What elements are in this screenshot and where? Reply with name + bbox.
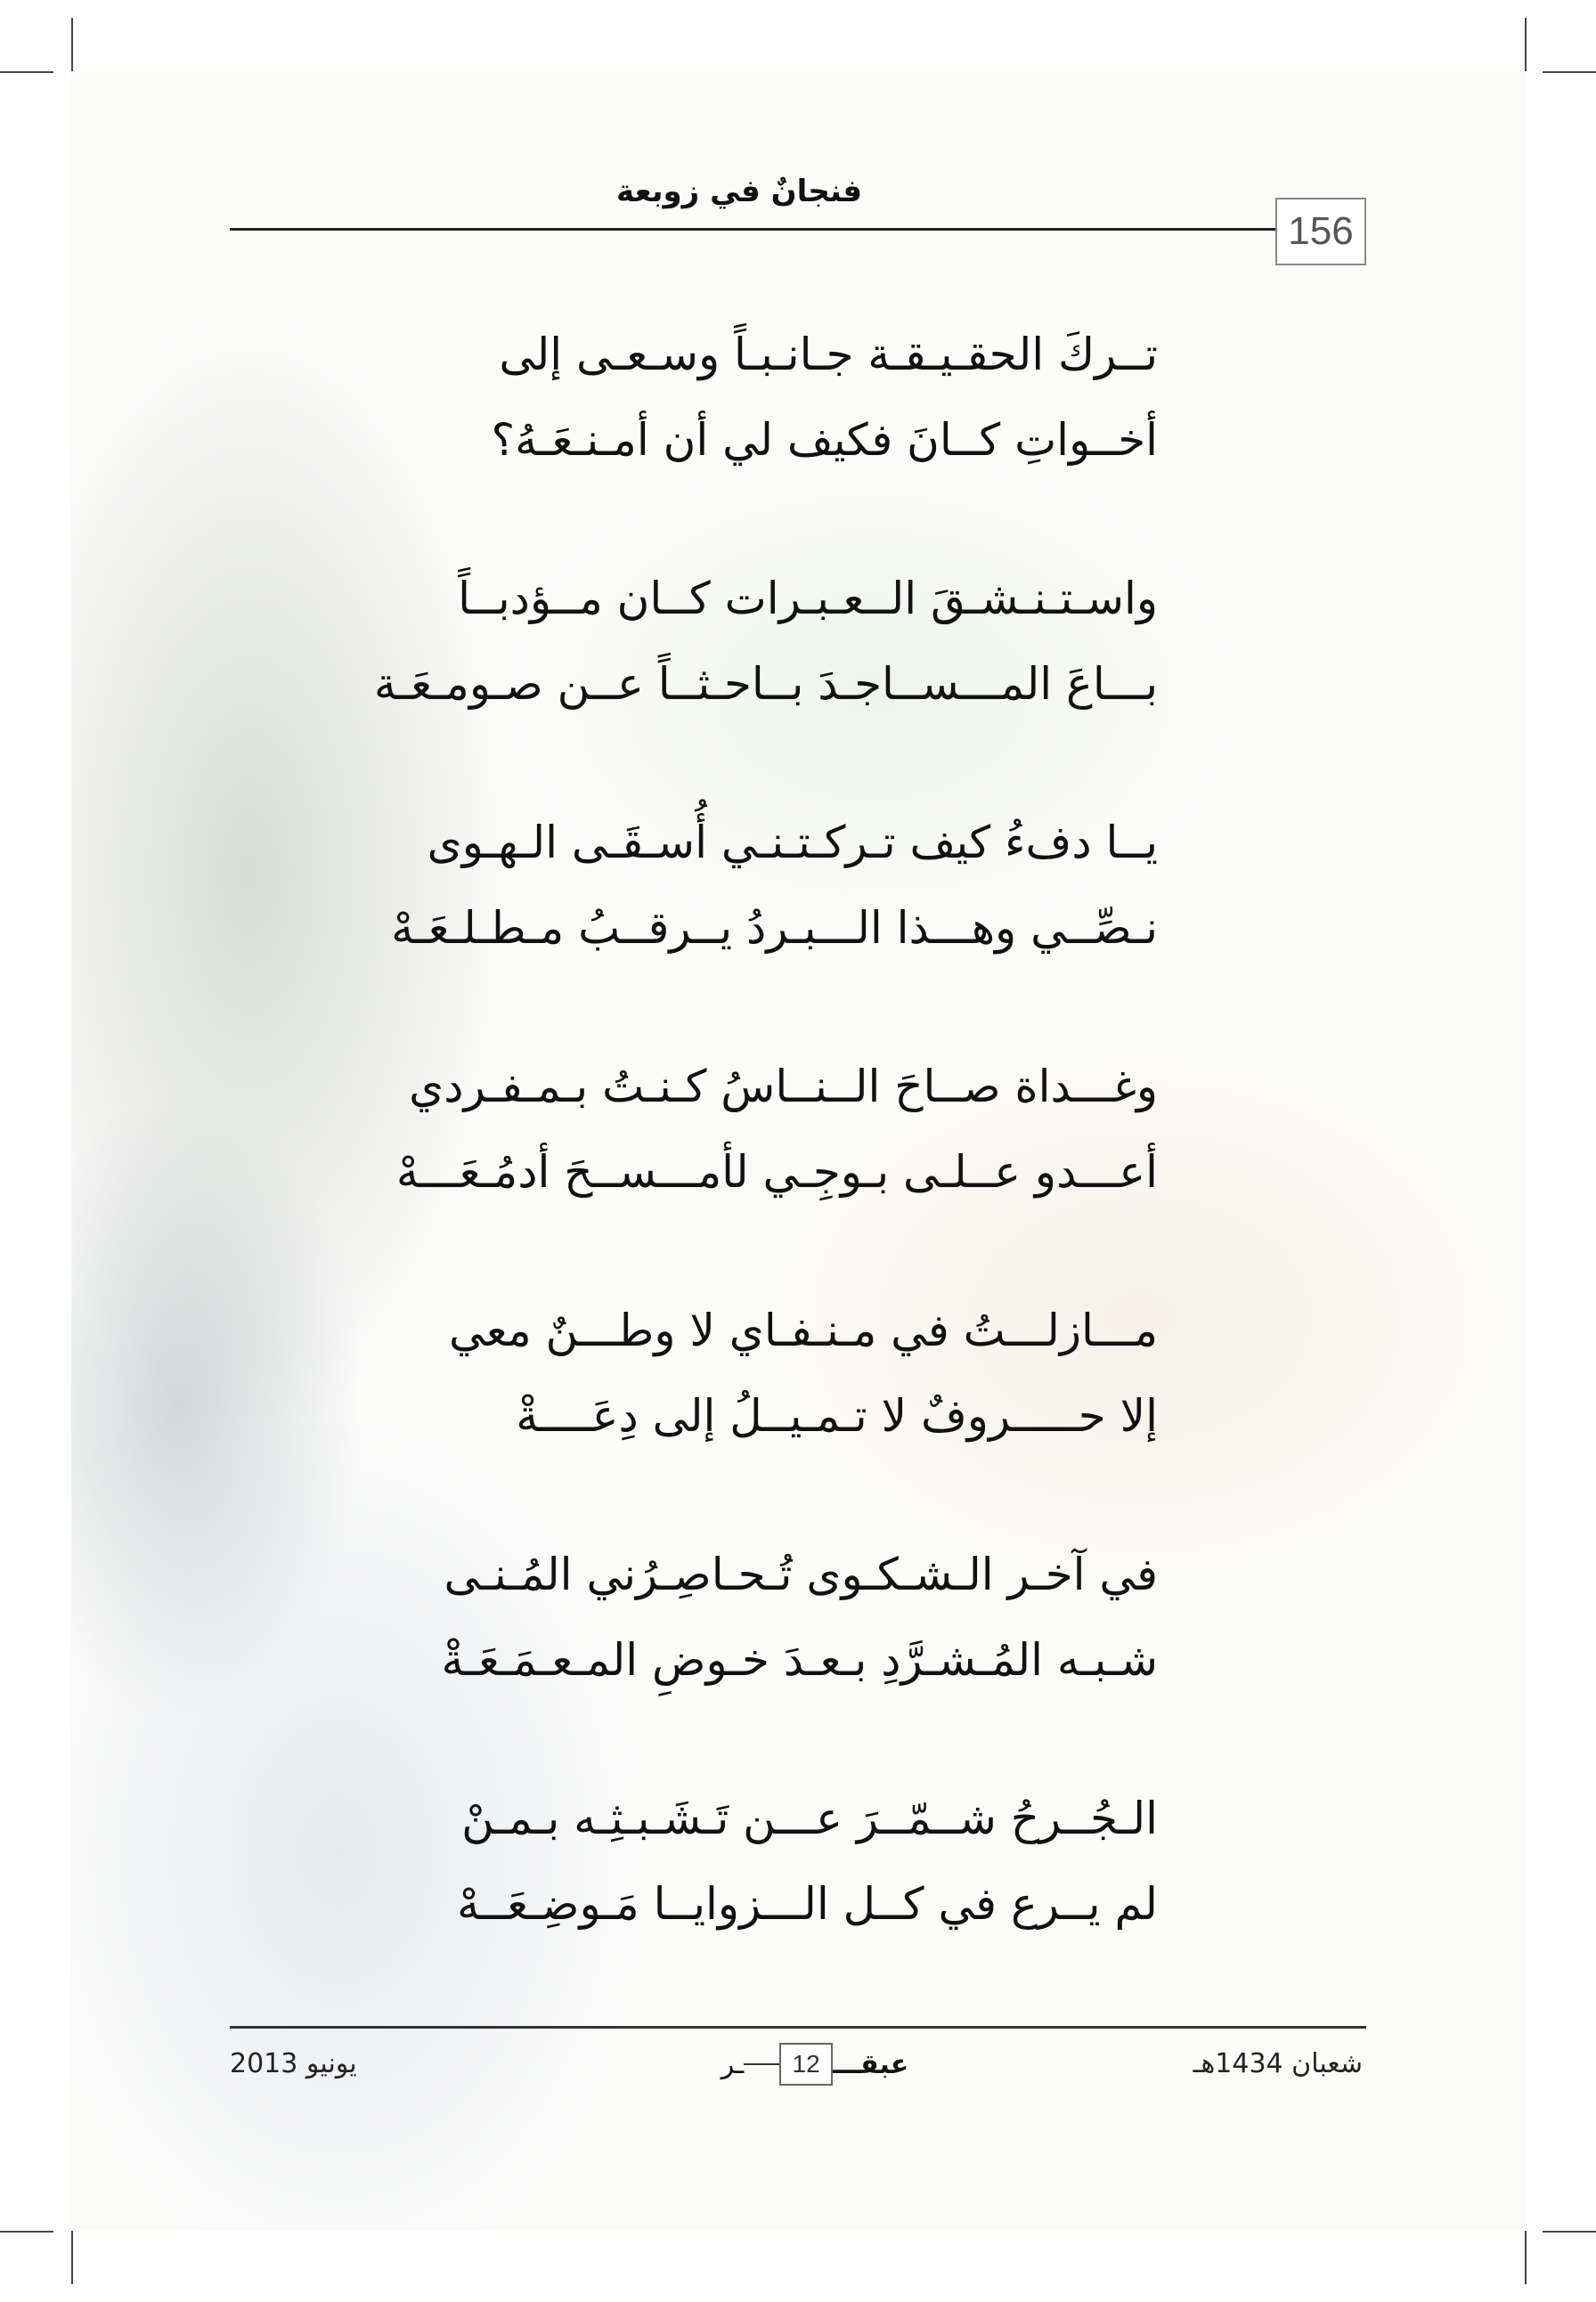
verse-line: تــركَ الحقـيـقـة جـانـبـاً وسـعـى إلى <box>499 329 1158 380</box>
verse-line: نـصِّــي وهـــذا الـــبـردُ يــرقــبُ مـطـلـعَـهْ <box>391 902 1158 954</box>
verse-line: واسـتـنـشـقَ الــعـبـرات كــان مــؤدبــاً <box>458 573 1158 624</box>
verse-line: في آخـر الـشـكـوى تُـحـاصِـرُني المُـنـى <box>444 1549 1158 1600</box>
page-number: 156 <box>1275 198 1366 265</box>
stanza <box>373 556 1158 727</box>
verse-line: يــا دفءُ كيف تـركـتـنـي أُسـقَـى الـهـوى <box>427 817 1158 868</box>
header-rule <box>230 228 1281 231</box>
verse-line: بـــاعَ المـــســاجـدَ بــاحـثــاً عــن صـومـعَـة <box>373 658 1158 710</box>
stanza <box>391 800 1158 971</box>
crop-mark <box>1543 2231 1596 2233</box>
magazine-mark <box>712 2041 917 2087</box>
stanza <box>428 1532 1158 1703</box>
verse-line: الـجُــرحُ شــمّــرَ عـــن تَـشَـبـثِـه بـمـنْ <box>461 1793 1158 1844</box>
crop-mark <box>1543 71 1596 73</box>
verse-line: إلا حـــــروفٌ لا تـمـيــلُ إلى دِعَــــةْ <box>516 1390 1158 1442</box>
running-title: فنجانٌ في زوبعة <box>615 174 863 209</box>
verse-line: لم يــرع في كــل الـــزوايــا مَـوضِـعَــهْ <box>457 1878 1158 1930</box>
stanza <box>428 312 1158 483</box>
gregorian-date: يونيو 2013 <box>230 2048 357 2079</box>
stanza <box>428 1288 1158 1459</box>
hijri-date: شعبان 1434هـ <box>1193 2048 1363 2079</box>
magazine-tail: ـر <box>721 2048 745 2080</box>
verse-line: أخــواتِ كــانَ فكيف لي أن أمـنـعَـهُ؟ <box>491 414 1158 466</box>
crop-mark <box>1525 18 1527 71</box>
poem <box>373 312 1158 2020</box>
verse-line: شـبـه المُـشـرَّدِ بـعـدَ خـوضِ المـعـمَـعَـةْ <box>441 1634 1158 1686</box>
footer-rule <box>230 2026 1366 2029</box>
crop-mark <box>71 2231 73 2284</box>
verse-line: مـــازلـــتُ في مـنـفـاي لا وطـــنٌ معي <box>449 1305 1158 1356</box>
stanza <box>428 1776 1158 1947</box>
stanza <box>395 1044 1158 1215</box>
verse-line: وغـــداة صــاحَ الــنــاسُ كـنـتُ بـمـفـردي <box>409 1061 1158 1112</box>
crop-mark <box>0 71 53 73</box>
verse-line: أعـــدو عــلـى بـوجِـي لأمـــســحَ أدمُـعَـــهْ <box>395 1146 1158 1198</box>
magazine-line <box>744 2063 779 2065</box>
magazine-page-number: 12 <box>779 2043 833 2086</box>
magazine-name: عبقـــ <box>833 2048 909 2080</box>
crop-mark <box>1525 2231 1527 2284</box>
crop-mark <box>71 18 73 71</box>
crop-mark <box>0 2231 53 2233</box>
